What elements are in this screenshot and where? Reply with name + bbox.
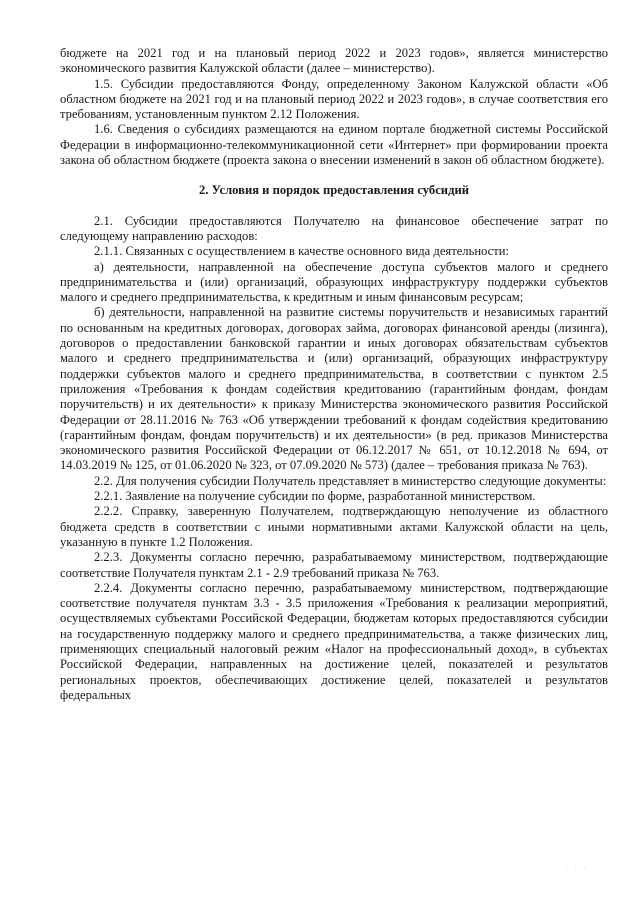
paragraph-2-1-1: 2.1.1. Связанных с осуществлением в качестве основного вида деятельности:	[94, 244, 510, 259]
paragraph-2-1-1-b: б) деятельности, направленной на развитие системы поручительств и независимых гарантий по основанным на кредитных договорах, договорах займа, договорах финансовой аренды (лизинга), договоров о предоставлении банковской гарантии и иных договорах обязательствам субъектов малого и среднего предпринимательства и (или) организаций, образующих инфраструктуру поддержки субъектов малого и среднего предпринимательства, в соответствии с пунктом 2.5 приложения «Требования к фондам содействия кредитованию (гарантийным фондам, фондам поручительств) и их деятельности» к приказу Министерства экономического развития Российской Федерации от 28.11.2016 № 763 «Об утверждении требований к фондам содействия кредитованию (гарантийным фондам, фондам поручительств) и их деятельности» (в ред. приказов Министерства экономического развития Российской Федерации от 06.12.2017 № 651, от 10.12.2018 № 694, от 14.03.2019 № 125, от 01.06.2020 № 323, от 07.09.2020 № 573) (далее – требования приказа № 763).	[60, 305, 608, 473]
paragraph-2-1-1-a: а) деятельности, направленной на обеспечение доступа субъектов малого и среднего предпринимательства и (или) организаций, образующих инфраструктуру поддержки субъектов малого и среднего предпринимательства, к кредитным и иным финансовым ресурсам;	[60, 259, 608, 305]
paragraph-2-2-4: 2.2.4. Документы согласно перечню, разрабатываемому министерством, подтверждающие соответствие получателя пунктам 3.3 - 3.5 приложения «Требования к реализации мероприятий, осуществляемых субъектами Российской Федерации, бюджетам которых предоставляются субсидии на государственную поддержку малого и среднего предпринимательства, а также физических лиц, применяющих специальный налоговый режим «Налог на профессиональный доход», в субъектах Российской Федерации, направленных на достижение целей, показателей и результатов региональных проектов, обеспечивающих достижение целей, показателей и результатов федеральных	[60, 580, 608, 702]
paragraph-1-5: 1.5. Субсидии предоставляются Фонду, определенному Законом Калужской области «Об областном бюджете на 2021 год и на плановый период 2022 и 2023 годов», в случае соответствия его требованиям, установленным пунктом 2.12 Положения.	[60, 76, 608, 122]
paragraph-2-1: 2.1. Субсидии предоставляются Получателю на финансовое обеспечение затрат по следующему направлению расходов:	[60, 213, 608, 243]
paragraph-2-2-2: 2.2.2. Справку, заверенную Получателем, подтверждающую неполучение из областного бюджета средств в соответствии с иными нормативными актами Калужской области на цель, указанную в пункте 1.2 Положения.	[60, 504, 608, 549]
scan-artifact: · · ·	[565, 864, 589, 874]
paragraph-2-2-3: 2.2.3. Документы согласно перечню, разрабатываемому министерством, подтверждающие соответствие Получателя пунктам 2.1 - 2.9 требований приказа № 763.	[60, 550, 608, 580]
paragraph-continuation: бюджете на 2021 год и на плановый период 2022 и 2023 годов», является министерство экономического развития Калужской области (далее – министерство).	[60, 46, 608, 76]
spacer	[60, 168, 608, 183]
paragraph-2-2-1: 2.2.1. Заявление на получение субсидии по форме, разработанной министерством.	[94, 489, 536, 504]
spacer	[60, 199, 608, 214]
paragraph-1-6: 1.6. Сведения о субсидиях размещаются на едином портале бюджетной системы Российской Федерации в информационно-телекоммуникационной сети «Интернет» при формировании проекта закона об областном бюджете (проекта закона о внесении изменений в закон об областном бюджете).	[60, 122, 608, 168]
section-heading: 2. Условия и порядок предоставления субсидий	[199, 183, 469, 198]
paragraph-2-2: 2.2. Для получения субсидии Получатель представляет в министерство следующие документы:	[94, 473, 607, 488]
